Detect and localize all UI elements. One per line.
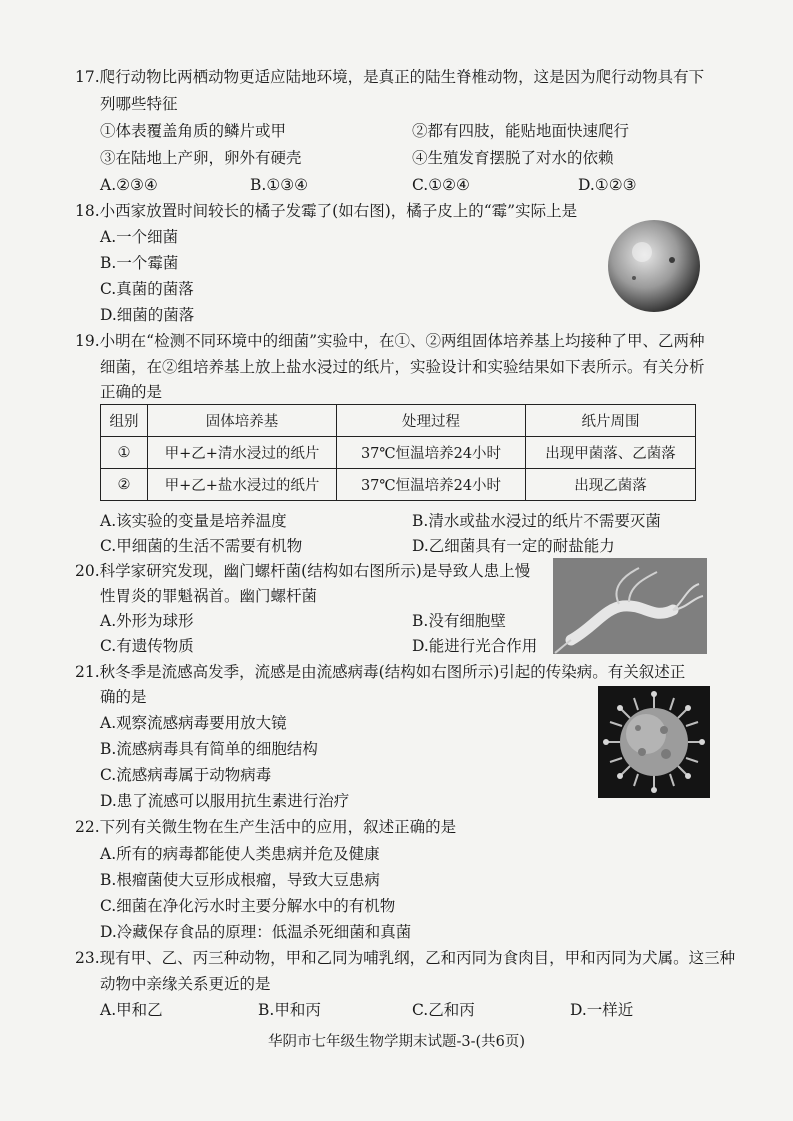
q17-statement-1: ①体表覆盖角质的鳞片或甲 [100,122,287,140]
q21-option-d: D.患了流感可以服用抗生素进行治疗 [100,792,350,810]
q23-option-c: C.乙和丙 [412,1001,475,1019]
experiment-table [100,404,696,501]
q17-option-b: B.①③④ [250,176,309,194]
q18-option-b: B.一个霉菌 [100,254,179,272]
table-cell: 出现甲菌落、乙菌落 [526,437,696,469]
q21-option-a: A.观察流感病毒要用放大镜 [100,714,287,732]
q20-option-b: B.没有细胞壁 [412,612,506,630]
q21-stem-line1: 21.秋冬季是流感高发季，流感是由流感病毒(结构如右图所示)引起的传染病。有关叙述正 [75,663,686,681]
table-cell: ① [101,437,148,469]
q17-statement-3: ③在陆地上产卵，卵外有硬壳 [100,149,302,167]
q21-stem-line2: 确的是 [100,688,147,706]
q19-stem-line3: 正确的是 [100,383,163,401]
table-cell: 出现乙菌落 [526,469,696,501]
table-header-cell: 固体培养基 [148,405,337,437]
table-cell: ② [101,469,148,501]
q19-option-c: C.甲细菌的生活不需要有机物 [100,537,303,555]
q20-stem-line2: 性胃炎的罪魁祸首。幽门螺杆菌 [100,587,318,605]
q17-option-c: C.①②④ [412,176,470,194]
table-cell: 甲+乙+盐水浸过的纸片 [148,469,337,501]
table-header-cell: 纸片周围 [526,405,696,437]
q17-stem-line1: 17.爬行动物比两栖动物更适应陆地环境，是真正的陆生脊椎动物，这是因为爬行动物具有下 [75,68,705,86]
table-header-cell: 处理过程 [337,405,526,437]
q22-stem: 22.下列有关微生物在生产生活中的应用，叙述正确的是 [75,818,457,836]
q23-stem-line2: 动物中亲缘关系更近的是 [100,975,271,993]
q17-statement-2: ②都有四肢，能贴地面快速爬行 [412,122,630,140]
q23-option-d: D.一样近 [570,1001,634,1019]
q17-stem-line2: 列哪些特征 [100,95,178,113]
q23-option-b: B.甲和丙 [258,1001,321,1019]
q18-stem: 18.小西家放置时间较长的橘子发霉了(如右图)，橘子皮上的“霉”实际上是 [75,202,578,220]
table-header-cell: 组别 [101,405,148,437]
q23-stem-line1: 23.现有甲、乙、丙三种动物，甲和乙同为哺乳纲，乙和丙同为食肉目，甲和丙同为犬属。这三种 [75,949,736,967]
table-header-row [101,405,696,437]
q19-stem-line1: 19.小明在“检测不同环境中的细菌”实验中，在①、②两组固体培养基上均接种了甲、乙两种 [75,332,705,350]
table-cell: 37℃恒温培养24小时 [337,469,526,501]
q18-option-a: A.一个细菌 [100,228,179,246]
q19-option-a: A.该实验的变量是培养温度 [100,512,287,530]
q22-option-c: C.细菌在净化污水时主要分解水中的有机物 [100,897,396,915]
table-cell: 甲+乙+清水浸过的纸片 [148,437,337,469]
table-row [101,437,696,469]
q17-statement-4: ④生殖发育摆脱了对水的依赖 [412,149,614,167]
q20-option-d: D.能进行光合作用 [412,637,538,655]
page-footer: 华阴市七年级生物学期末试题-3-(共6页) [267,1034,526,1050]
q22-option-a: A.所有的病毒都能使人类患病并危及健康 [100,845,380,863]
influenza-virus-image [598,686,710,798]
q19-stem-line2: 细菌，在②组培养基上放上盐水浸过的纸片，实验设计和实验结果如下表所示。有关分析 [100,358,705,376]
moldy-orange-image [604,216,704,316]
q20-option-c: C.有遗传物质 [100,637,194,655]
q20-stem-line1: 20.科学家研究发现，幽门螺杆菌(结构如右图所示)是导致人患上慢 [75,562,531,580]
q22-option-d: D.冷藏保存食品的原理：低温杀死细菌和真菌 [100,923,412,941]
q18-option-c: C.真菌的菌落 [100,280,194,298]
q18-option-d: D.细菌的菌落 [100,306,195,324]
q22-option-b: B.根瘤菌使大豆形成根瘤，导致大豆患病 [100,871,380,889]
q20-option-a: A.外形为球形 [100,612,194,630]
q17-option-a: A.②③④ [100,176,158,194]
q21-option-b: B.流感病毒具有简单的细胞结构 [100,740,318,758]
helicobacter-pylori-image [553,558,707,654]
q21-option-c: C.流感病毒属于动物病毒 [100,766,272,784]
table-cell: 37℃恒温培养24小时 [337,437,526,469]
q19-option-b: B.清水或盐水浸过的纸片不需要灭菌 [412,512,661,530]
q17-option-d: D.①②③ [578,176,637,194]
q23-option-a: A.甲和乙 [100,1001,163,1019]
q19-option-d: D.乙细菌具有一定的耐盐能力 [412,537,615,555]
table-row [101,469,696,501]
